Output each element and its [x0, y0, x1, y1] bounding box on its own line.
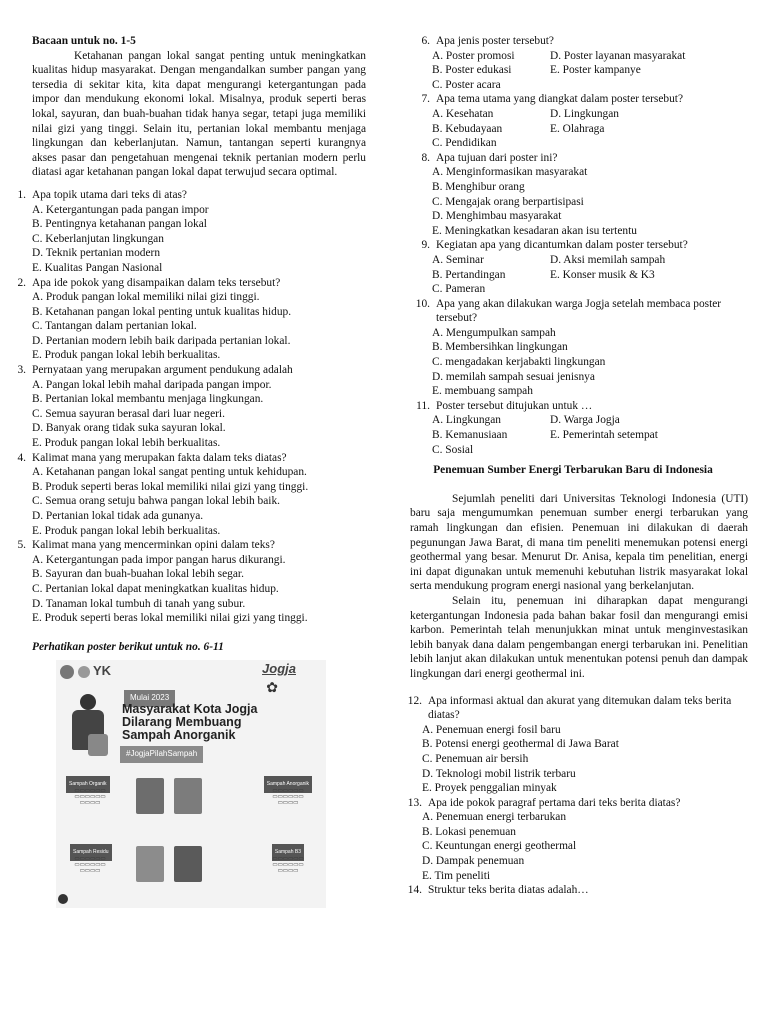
- right-column: [398, 34, 748, 898]
- answer-option-row: [402, 413, 748, 428]
- poster-headline-3: Sampah Anorganik: [122, 728, 236, 743]
- poster-date: Mulai 2023: [124, 690, 175, 707]
- poster-logo-left-text: YK: [93, 663, 112, 679]
- answer-option: B. Sayuran dan buah-buahan lokal lebih segar.: [32, 568, 244, 581]
- answer-option: E. membuang sampah: [432, 385, 533, 398]
- answer-option: D. memilah sampah sesuai jenisnya: [432, 370, 595, 383]
- question-text: Apa topik utama dari teks di atas?: [32, 188, 187, 201]
- question-block: [17, 538, 366, 626]
- question-text: Kegiatan apa yang dicantumkan dalam poster tersebut?: [436, 239, 688, 252]
- question-block: [398, 694, 748, 796]
- answer-option: [550, 443, 748, 458]
- question-number: 14.: [407, 884, 422, 897]
- question-row: [402, 151, 748, 166]
- question-row: [402, 34, 748, 49]
- question-text: Apa tema utama yang diangkat dalam poster tersebut?: [436, 93, 684, 106]
- answer-option: D. Pertanian modern lebih baik daripada pertanian lokal.: [32, 334, 291, 347]
- question-block: [402, 92, 748, 150]
- question-block: [402, 151, 748, 239]
- answer-option: E. Konser musik & K3: [550, 268, 655, 281]
- answer-option: B. Pertandingan: [432, 268, 506, 281]
- answer-option-row: [402, 268, 748, 283]
- answer-option-row: [402, 78, 748, 93]
- question-block: [17, 451, 366, 539]
- answer-option: B. Kemanusiaan: [432, 429, 508, 442]
- answer-option: B. Poster edukasi: [432, 64, 512, 77]
- answer-option-row: [402, 122, 748, 137]
- bin-residu-icon: [136, 846, 164, 882]
- question-number: 10.: [415, 297, 430, 310]
- answer-option: [550, 282, 748, 297]
- answer-option: C. Keuntungan energi geothermal: [422, 840, 577, 853]
- question-block: [402, 297, 748, 399]
- bin-label-organic: Sampah Organik: [66, 776, 110, 793]
- answer-option: [550, 136, 748, 151]
- question-row: [398, 796, 748, 811]
- question-row: [402, 297, 748, 326]
- question-row: [17, 363, 366, 378]
- answer-option: C. Pendidikan: [432, 137, 497, 150]
- question-number: 13.: [407, 796, 422, 809]
- answer-option: E. Tim peneliti: [422, 869, 491, 882]
- news-paragraph-2: Selain itu, penemuan ini diharapkan dapat mengurangi ketergantungan Indonesia pada bahan bakar fosil dan mengurangi emisi karbon. Pemerintah telah menunjukkan minat untuk menginvestasikan lebih banyak dana dalam pengembangan energi terbarukan ini. Penelitian lebih lanjut akan dilakukan untuk menentukan potensi penuh dan dampak lingkungan dari energi geothermal ini.: [410, 594, 748, 680]
- bin-organic-desc: ▭▭▭▭▭▭ ▭▭▭▭▭▭ ▭▭▭▭: [74, 788, 106, 807]
- bin-organic-icon: [136, 778, 164, 814]
- answer-option: E. Olahraga: [550, 122, 605, 135]
- question-row: [402, 92, 748, 107]
- answer-option: D. Lingkungan: [550, 107, 619, 120]
- answer-option: B. Lokasi penemuan: [422, 825, 516, 838]
- reading-title: Bacaan untuk no. 1-5: [32, 35, 136, 47]
- question-block: [17, 188, 366, 276]
- answer-option: E. Pemerintah setempat: [550, 429, 658, 442]
- answer-option: D. Pertanian lokal tidak ada gunanya.: [32, 510, 204, 522]
- left-column: [17, 34, 366, 908]
- answer-option: A. Pangan lokal lebih mahal daripada pangan impor.: [32, 378, 272, 391]
- question-text: Apa ide pokok paragraf pertama dari teks berita diatas?: [428, 796, 681, 809]
- question-text: Apa ide pokok yang disampaikan dalam teks tersebut?: [32, 276, 281, 289]
- answer-option: E. Produk pangan lokal lebih berkualitas.: [32, 437, 221, 450]
- answer-option: B. Membersihkan lingkungan: [432, 341, 568, 354]
- question-number: 2.: [17, 276, 26, 289]
- question-number: 9.: [421, 239, 430, 252]
- questions-12-14: [398, 694, 748, 898]
- question-row: [398, 694, 748, 723]
- poster-logo-right: Jogja: [262, 661, 296, 677]
- answer-option: B. Ketahanan pangan lokal penting untuk kualitas hidup.: [32, 305, 292, 318]
- answer-option: B. Potensi energi geothermal di Jawa Barat: [422, 738, 619, 751]
- answer-option: C. Pameran: [432, 283, 486, 296]
- answer-option: B. Kebudayaan: [432, 122, 503, 135]
- answer-option: A. Ketergantungan pada pangan impor: [32, 203, 209, 216]
- answer-option: D. Aksi memilah sampah: [550, 253, 666, 266]
- answer-option-row: [402, 282, 748, 297]
- answer-option: A. Menginformasikan masyarakat: [432, 166, 588, 179]
- answer-option-row: [402, 49, 748, 64]
- answer-option: D. Teknik pertanian modern: [32, 247, 161, 260]
- answer-option: A. Lingkungan: [432, 414, 501, 427]
- question-text: Poster tersebut ditujukan untuk …: [436, 399, 593, 412]
- question-number: 1.: [17, 188, 26, 201]
- question-block: [17, 363, 366, 451]
- answer-option: C. mengadakan kerjabakti lingkungan: [432, 356, 606, 369]
- questions-6-11: [398, 34, 748, 457]
- answer-option: B. Menghibur orang: [432, 180, 525, 193]
- question-number: 4.: [17, 451, 26, 464]
- question-block: [402, 238, 748, 296]
- reading-text: Ketahanan pangan lokal sangat penting untuk meningkatkan kualitas hidup masyarakat. Dengan mengandalkan sumber pangan yang tersedia di sekitar kita, kita dapat mengurangi ketergantungan pada impor dan mendukung ekonomi lokal. Misalnya, produk seperti beras lokal, sayuran, dan buah-buahan tidak hanya segar, tetapi juga memiliki nilai gizi yang tinggi. Selain itu, pertanian lokal membantu menjaga lingkungan dan keberlanjutan. Namun, tantangan seperti kurangnya akses pasar dan pengetahuan mengenai teknik pertanian modern perlu diatasi agar ketahanan pangan lokal dapat terwujud secara optimal.: [32, 49, 366, 179]
- question-text: Struktur teks berita diatas adalah…: [428, 884, 589, 897]
- question-text: Apa jenis poster tersebut?: [436, 35, 554, 47]
- flower-icon: ✿: [266, 679, 278, 696]
- poster-logo-left: [60, 664, 111, 679]
- person-illustration: [66, 694, 110, 764]
- question-text: Kalimat mana yang merupakan fakta dalam teks diatas?: [32, 451, 287, 464]
- bin-residu-desc: ▭▭▭▭▭▭ ▭▭▭▭▭▭ ▭▭▭▭: [74, 856, 106, 875]
- answer-option: D. Menghimbau masyarakat: [432, 210, 562, 223]
- question-text: Apa tujuan dari poster ini?: [436, 151, 558, 164]
- question-row: [402, 238, 748, 253]
- bin-b3-icon: [174, 846, 202, 882]
- answer-option: E. Meningkatkan kesadaran akan isu tertentu: [432, 224, 637, 237]
- question-text: Kalimat mana yang mencerminkan opini dalam teks?: [32, 539, 275, 552]
- answer-option-row: [402, 63, 748, 78]
- bin-label-anorganic: Sampah Anorganik: [264, 776, 312, 793]
- question-row: [17, 276, 366, 291]
- question-number: 3.: [17, 364, 26, 377]
- bin-label-residu: Sampah Residu: [70, 844, 112, 861]
- answer-option: C. Pertanian lokal dapat meningkatkan kualitas hidup.: [32, 582, 279, 595]
- answer-option: B. Pentingnya ketahanan pangan lokal: [32, 218, 207, 231]
- answer-option: E. Proyek penggalian minyak: [422, 782, 557, 795]
- news-title: Penemuan Sumber Energi Terbarukan Baru di Indonesia: [433, 464, 713, 477]
- question-row: [398, 883, 748, 898]
- answer-option: C. Semua sayuran berasal dari luar negeri.: [32, 407, 225, 420]
- answer-option: D. Poster layanan masyarakat: [550, 49, 686, 62]
- question-text: Apa informasi aktual dan akurat yang ditemukan dalam teks berita diatas?: [428, 694, 732, 722]
- poster-headline-1: Masyarakat Kota Jogja: [122, 702, 258, 717]
- question-row: [17, 451, 366, 466]
- answer-option: C. Keberlanjutan lingkungan: [32, 232, 164, 245]
- question-block: [17, 276, 366, 364]
- bin-b3-desc: ▭▭▭▭▭▭ ▭▭▭▭▭▭ ▭▭▭▭: [272, 856, 304, 875]
- answer-option: B. Produk seperti beras lokal memiliki nilai gizi yang tinggi.: [32, 480, 309, 493]
- question-block: [402, 399, 748, 457]
- answer-option-row: [402, 443, 748, 458]
- answer-option: E. Produk seperti beras lokal memiliki nilai gizi yang tinggi.: [32, 612, 308, 625]
- answer-option: E. Produk pangan lokal lebih berkualitas.: [32, 349, 221, 362]
- answer-option: D. Teknologi mobil listrik terbaru: [422, 767, 576, 780]
- answer-option-row: [402, 107, 748, 122]
- answer-option: D. Banyak orang tidak suka sayuran lokal.: [32, 422, 226, 435]
- answer-option: C. Penemuan air bersih: [422, 752, 529, 765]
- answer-option: A. Produk pangan lokal memiliki nilai gizi tinggi.: [32, 291, 260, 304]
- answer-option: E. Produk pangan lokal lebih berkualitas.: [32, 524, 221, 537]
- questions-1-5: [17, 188, 366, 626]
- bin-anorganic-desc: ▭▭▭▭▭▭ ▭▭▭▭▭▭ ▭▭▭▭: [272, 788, 304, 807]
- question-number: 6.: [421, 35, 430, 47]
- answer-option: C. Poster acara: [432, 78, 501, 91]
- answer-option: [550, 78, 748, 93]
- answer-option: D. Tanaman lokal tumbuh di tanah yang subur.: [32, 597, 246, 610]
- answer-option: D. Warga Jogja: [550, 414, 620, 427]
- question-number: 12.: [407, 694, 422, 707]
- bin-label-b3: Sampah B3: [272, 844, 304, 861]
- news-paragraph-1: Sejumlah peneliti dari Universitas Teknologi Indonesia (UTI) baru saja mengumumkan penemuan sumber energi terbarukan yang ramah lingkungan dan efisien. Penemuan ini dilakukan di daerah pegunungan Jawa Barat, di mana tim peneliti menemukan potensi energi geothermal yang besar. Menurut Dr. Anisa, kepala tim penelitian, energi ini dapat digunakan untuk memenuhi kebutuhan listrik masyarakat lokal serta mendukung program energi nasional yang berkelanjutan.: [410, 492, 748, 593]
- poster-headline-2: Dilarang Membuang: [122, 715, 242, 730]
- answer-option: A. Ketahanan pangan lokal sangat penting untuk kehidupan.: [32, 466, 307, 479]
- answer-option-row: [402, 136, 748, 151]
- answer-option: C. Mengajak orang berpartisipasi: [432, 195, 584, 208]
- question-number: 11.: [416, 399, 430, 412]
- question-row: [17, 188, 366, 203]
- answer-option: A. Ketergantungan pada impor pangan harus dikurangi.: [32, 553, 286, 566]
- bin-anorganic-icon: [174, 778, 202, 814]
- answer-option: C. Semua orang setuju bahwa pangan lokal lebih baik.: [32, 495, 281, 508]
- answer-option: D. Dampak penemuan: [422, 855, 525, 868]
- question-number: 7.: [421, 93, 430, 106]
- question-row: [402, 399, 748, 414]
- answer-option: A. Poster promosi: [432, 49, 515, 62]
- answer-option: A. Mengumpulkan sampah: [432, 326, 556, 339]
- answer-option: C. Tantangan dalam pertanian lokal.: [32, 320, 197, 333]
- answer-option: E. Kualitas Pangan Nasional: [32, 261, 163, 274]
- question-text: Pernyataan yang merupakan argument pendukung adalah: [32, 364, 293, 377]
- user-icon: [58, 894, 68, 904]
- answer-option: B. Pertanian lokal membantu menjaga lingkungan.: [32, 393, 264, 406]
- question-row: [17, 538, 366, 553]
- question-number: 8.: [421, 151, 430, 164]
- answer-option: A. Penemuan energi fosil baru: [422, 723, 561, 736]
- answer-option: C. Sosial: [432, 443, 474, 456]
- answer-option-row: [402, 253, 748, 268]
- answer-option-row: [402, 428, 748, 443]
- answer-option: A. Penemuan energi terbarukan: [422, 811, 567, 824]
- question-block: [398, 796, 748, 884]
- question-block: [398, 883, 748, 898]
- question-block: [402, 34, 748, 92]
- question-number: 5.: [17, 539, 26, 552]
- poster-image: [56, 660, 326, 908]
- answer-option: A. Seminar: [432, 253, 484, 266]
- answer-option: A. Kesehatan: [432, 107, 494, 120]
- poster-hashtag: #JogjaPilahSampah: [120, 746, 203, 763]
- poster-headline: [122, 703, 257, 742]
- question-text: Apa yang akan dilakukan warga Jogja setelah membaca poster tersebut?: [436, 297, 722, 325]
- answer-option: E. Poster kampanye: [550, 64, 641, 77]
- poster-intro: Perhatikan poster berikut untuk no. 6-11: [32, 640, 224, 653]
